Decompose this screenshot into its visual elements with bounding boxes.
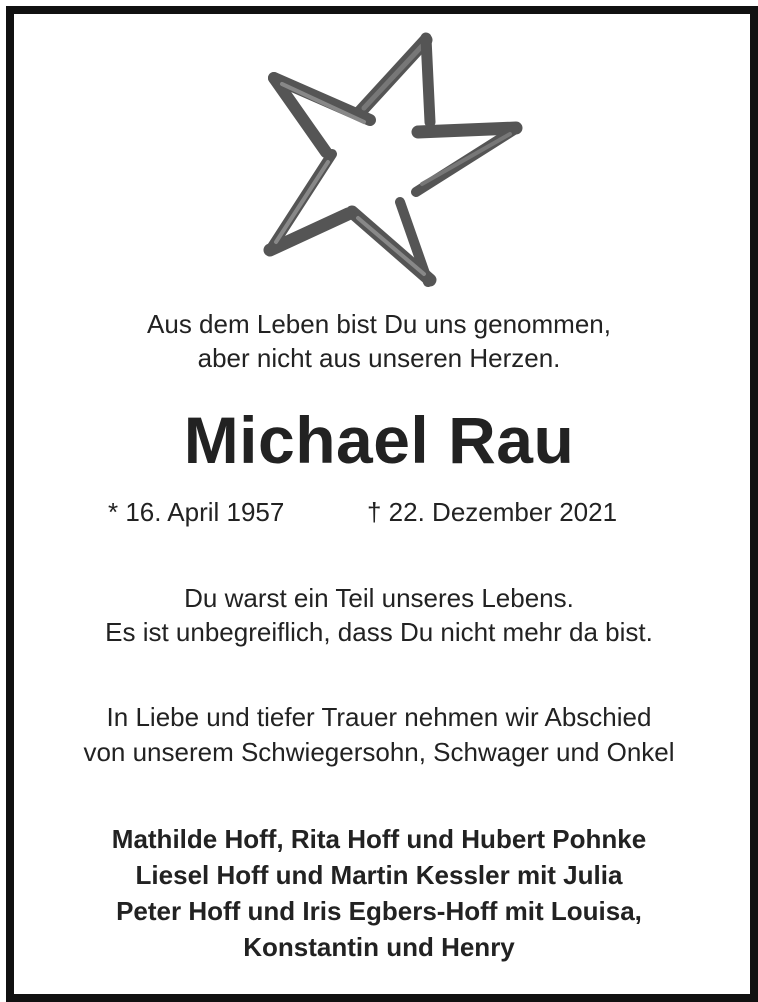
verse-line: Aus dem Leben bist Du uns genommen, xyxy=(147,309,611,339)
deceased-name: Michael Rau xyxy=(183,403,575,477)
birth-date: * 16. April 1957 xyxy=(108,497,285,527)
verse-line: aber nicht aus unseren Herzen. xyxy=(197,343,561,373)
farewell-line: von unserem Schwiegersohn, Schwager und Onkel xyxy=(83,737,675,767)
verse-line: Es ist unbegreiflich, dass Du nicht mehr da bist. xyxy=(105,617,653,647)
mourner-line: Liesel Hoff und Martin Kessler mit Julia xyxy=(135,860,623,890)
brushstroke-star-icon xyxy=(240,24,530,294)
death-date: † 22. Dezember 2021 xyxy=(367,497,618,527)
second-verse xyxy=(0,581,758,649)
verse-line: Du warst ein Teil unseres Lebens. xyxy=(184,583,574,613)
farewell-line: In Liebe und tiefer Trauer nehmen wir Abschied xyxy=(106,702,652,732)
mourners-list xyxy=(0,821,758,965)
mourner-line: Mathilde Hoff, Rita Hoff und Hubert Pohnke xyxy=(111,824,647,854)
farewell-text xyxy=(0,700,758,770)
mourner-line: Peter Hoff und Iris Egbers-Hoff mit Louisa, xyxy=(116,896,642,926)
mourner-line: Konstantin und Henry xyxy=(243,932,515,962)
opening-verse xyxy=(0,307,758,375)
